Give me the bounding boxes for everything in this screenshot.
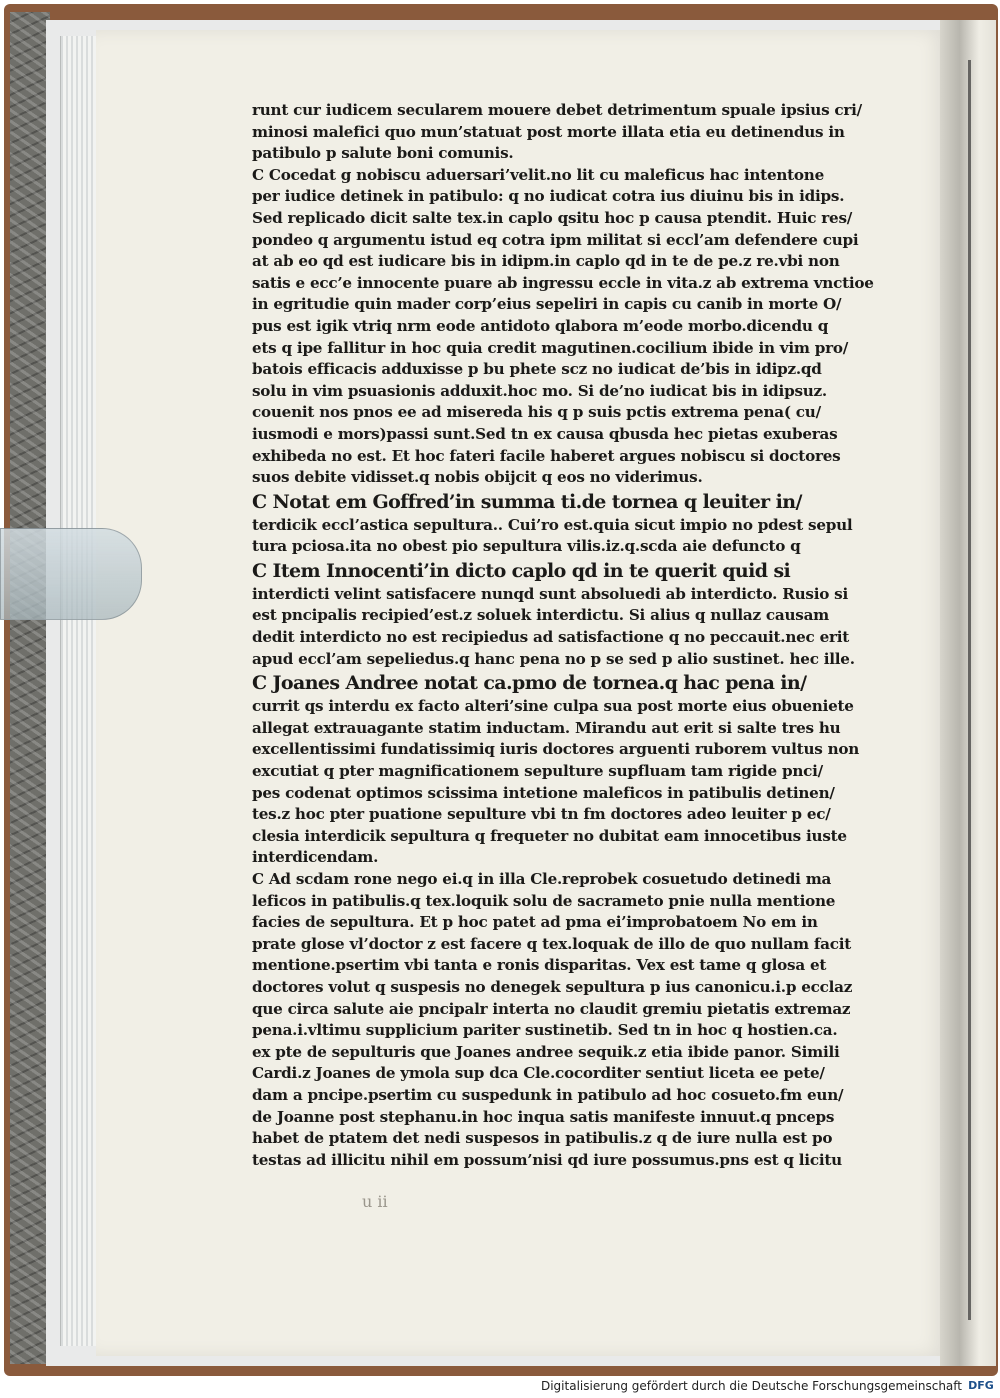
- text-line: pus est igik vtriq nrm eode antidoto qlabora m’eode morbo.dicendu q: [252, 316, 829, 335]
- text-line: tes.z hoc pter puatione sepulture vbi tn fm doctores adeo leuiter p ec/: [252, 805, 831, 824]
- text-line: que circa salute aie pncipalr interta no claudit gremiu pietatis extremaz: [252, 999, 851, 1018]
- text-line: couenit nos pnos ee ad misereda his q p suis pctis extrema pena( cu/: [252, 403, 821, 422]
- text-line: pes codenat optimos scissima intetione maleficos in patibulis detinen/: [252, 783, 835, 802]
- catchword: u ii: [362, 1192, 388, 1211]
- text-line: pena.i.vltimu supplicium pariter sustinetib. Sed tn in hoc q hostien.ca.: [252, 1021, 838, 1040]
- text-line: solu in vim psuasionis adduxit.hoc mo. Si de’no iudicat bis in idipsuz.: [252, 381, 827, 400]
- page-edges: [60, 36, 101, 1346]
- text-line: ex pte de sepulturis que Joanes andree sequik.z etia ibide panor. Simili: [252, 1042, 840, 1061]
- text-line: Sed replicado dicit salte tex.in caplo qsitu hoc p causa ptendit. Huic res/: [252, 208, 853, 227]
- text-line: tura pciosa.ita no obest pio sepultura vilis.iz.q.scda aie defuncto q: [252, 537, 801, 556]
- text-line: in egritudie quin mader corp’eius sepeliri in capis cu canib in morte O/: [252, 295, 842, 314]
- text-line: Cardi.z Joanes de ymola sup dca Cle.cocorditer sentiut liceta ee pete/: [252, 1064, 825, 1083]
- text-line: testas ad illicitu nihil em possum’nisi qd iure possumus.pns est q licitu: [252, 1150, 842, 1169]
- text-line: exhibeda no est. Et hoc fateri facile haberet argues nobiscu si doctores: [252, 446, 841, 465]
- text-line: patibulo p salute boni comunis.: [252, 144, 514, 163]
- text-line: allegat extrauagante statim inductam. Mirandu aut erit si salte tres hu: [252, 718, 841, 737]
- text-line: runt cur iudicem secularem mouere debet detrimentum spuale ipsius cri/: [252, 101, 862, 119]
- text-line: currit qs interdu ex facto alteri’sine culpa sua post morte eius obueniete: [252, 697, 854, 716]
- text-line: C Cocedat g nobiscu aduersari’velit.no lit cu maleficus hac intentone: [252, 165, 825, 184]
- text-line: prate glose vl’doctor z est facere q tex.loquak de illo de quo nullam facit: [252, 934, 851, 953]
- funding-credit: Digitalisierung gefördert durch die Deutsche Forschungsgemeinschaft: [540, 1379, 962, 1393]
- text-line: C Ad scdam rone nego ei.q in illa Cle.reprobek cosuetudo detinedi ma: [252, 870, 832, 888]
- text-line: interdicendam.: [252, 848, 379, 867]
- text-line: clesia interdicik sepultura q frequeter no dubitat eam innocetibus iuste: [252, 826, 847, 845]
- text-line: est pncipalis recipied’est.z soluek interdictu. Si alius q nullaz causam: [252, 606, 829, 625]
- text-line: C Notat em Goffred’in summa ti.de tornea q leuiter in/: [252, 490, 802, 513]
- text-line: per iudice detinek in patibulo: q no iudicat cotra ius diuinu bis in idips.: [252, 187, 845, 206]
- printed-text-block: [252, 100, 906, 1171]
- text-line: excutiat q pter magnificationem sepulture supfluam tam rigide pnci/: [252, 762, 823, 781]
- text-line: C Joanes Andree notat ca.pmo de tornea.q hac pena in/: [252, 672, 807, 695]
- text-line: terdicik eccl’astica sepultura.. Cui’ro est.quia sicut impio no pdest sepul: [252, 515, 853, 534]
- text-line: minosi malefici quo mun’statuat post morte illata etia eu detinendus in: [252, 122, 845, 141]
- text-line: iusmodi e mors)passi sunt.Sed tn ex causa qbusda hec pietas exuberas: [252, 424, 838, 443]
- text-line: interdicti velint satisfacere nunqd sunt absoluedi ab interdicto. Rusio si: [252, 584, 848, 603]
- text-line: dedit interdicto no est recipiedus ad satisfactione q no peccauit.nec erit: [252, 628, 850, 647]
- gutter-text-edge: [968, 60, 971, 1320]
- text-line: doctores volut q suspesis no denegek sepultura p ius canonicu.i.p ecclaz: [252, 977, 853, 996]
- text-line: de Joanne post stephanu.in hoc inqua satis manifeste innuut.q pnceps: [252, 1107, 835, 1126]
- text-line: suos debite vidisset.q nobis obijcit q eos no viderimus.: [252, 468, 703, 487]
- text-line: C Item Innocenti’in dicto caplo qd in te querit quid si: [252, 559, 791, 582]
- dfg-logo: DFG: [968, 1379, 994, 1392]
- page-clip: [0, 528, 142, 620]
- text-line: pondeo q argumentu istud eq cotra ipm militat si eccl’am defendere cupi: [252, 230, 859, 249]
- text-line: leficos in patibulis.q tex.loquik solu de sacrameto pnie nulla mentione: [252, 891, 836, 910]
- text-line: habet de ptatem det nedi suspesos in patibulis.z q de iure nulla est po: [252, 1129, 833, 1148]
- text-line: ets q ipe fallitur in hoc quia credit magutinen.cocilium ibide in vim pro/: [252, 338, 849, 357]
- text-line: batois efficacis adduxisse p bu phete scz no iudicat de’bis in idipz.qd: [252, 360, 822, 379]
- text-line: at ab eo qd est iudicare bis in idipm.in caplo qd in te de pe.z re.vbi non: [252, 252, 840, 271]
- text-line: facies de sepultura. Et p hoc patet ad pma ei’improbatoem No em in: [252, 913, 818, 932]
- text-line: apud eccl’am sepeliedus.q hanc pena no p se sed p alio sustinet. hec ille.: [252, 649, 855, 668]
- text-line: mentione.psertim vbi tanta e ronis disparitas. Vex est tame q glosa et: [252, 956, 827, 975]
- footer-bar: [0, 1376, 1000, 1398]
- text-line: excellentissimi fundatissimiq iuris doctores arguenti ruborem vultus non: [252, 740, 860, 759]
- marbled-endpaper: [10, 12, 50, 1364]
- text-line: dam a pncipe.psertim cu suspedunk in patibulo ad hoc cosueto.fm eun/: [252, 1085, 844, 1104]
- text-line: satis e ecc’e innocente puare ab ingressu eccle in vita.z ab extrema vnctioe: [252, 273, 874, 292]
